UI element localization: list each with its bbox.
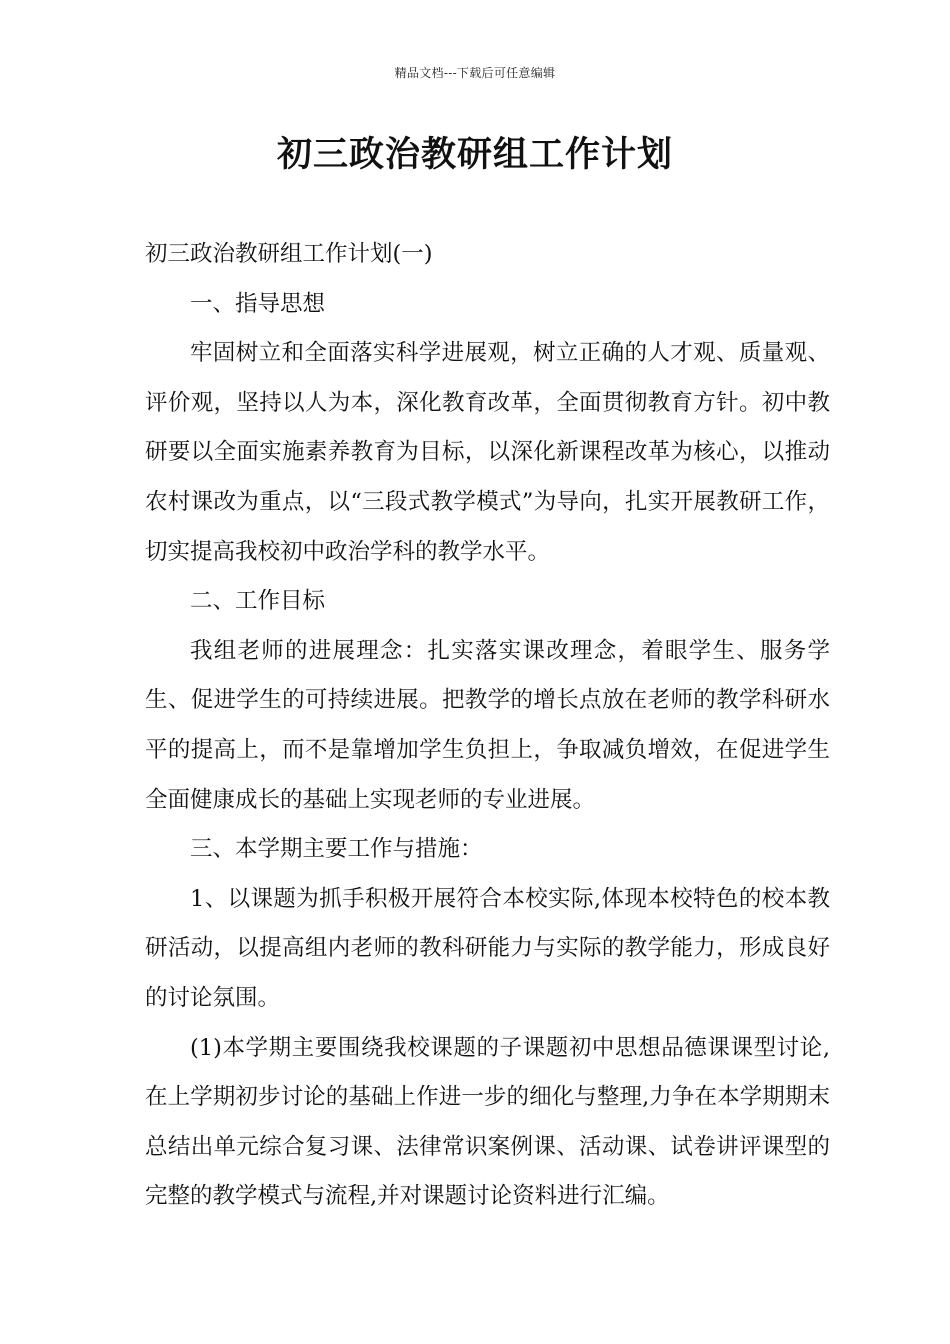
- header-note: 精品文档---下载后可任意编辑: [394, 66, 556, 80]
- subtitle-paragraph: 初三政治教研组工作计划(一): [145, 241, 433, 267]
- paragraph-item-1-sub-1: (1)本学期主要围绕我校课题的子课题初中思想品德课课型讨论,在上学期初步讨论的基础上作进一步的细化与整理,力争在本学期期末总结出单元综合复习课、法律常识案例课、活动课、试卷讲评课型的完整的教学模式与流程,并对课题讨论资料进行汇编。: [145, 1034, 830, 1210]
- paragraph-guiding-thought: 牢固树立和全面落实科学进展观，树立正确的人才观、质量观、评价观，坚持以人为本，深化教育改革，全面贯彻教育方针。初中教研要以全面实施素养教育为目标，以深化新课程改革为核心，以推动农村课改为重点，以“三段式教学模式”为导向，扎实开展教研工作，切实提高我校初中政治学科的教学水平。: [145, 340, 830, 565]
- section-heading-work-goals: 二、工作目标: [190, 588, 326, 615]
- section-heading-guiding-thought: 一、指导思想: [190, 290, 326, 317]
- section-heading-main-work: 三、本学期主要工作与措施：: [190, 836, 483, 863]
- paragraph-item-1: 1、以课题为抓手积极开展符合本校实际,体现本校特色的校本教研活动，以提高组内老师的教科研能力与实际的教学能力，形成良好的讨论氛围。: [145, 885, 830, 1011]
- paragraph-work-goals: 我组老师的进展理念：扎实落实课改理念，着眼学生、服务学生、促进学生的可持续进展。把教学的增长点放在老师的教学科研水平的提高上，而不是靠增加学生负担上，争取减负增效，在促进学生全面健康成长的基础上实现老师的专业进展。: [145, 637, 830, 813]
- document-title: 初三政治教研组工作计划: [276, 134, 673, 175]
- document-body: [145, 230, 830, 1222]
